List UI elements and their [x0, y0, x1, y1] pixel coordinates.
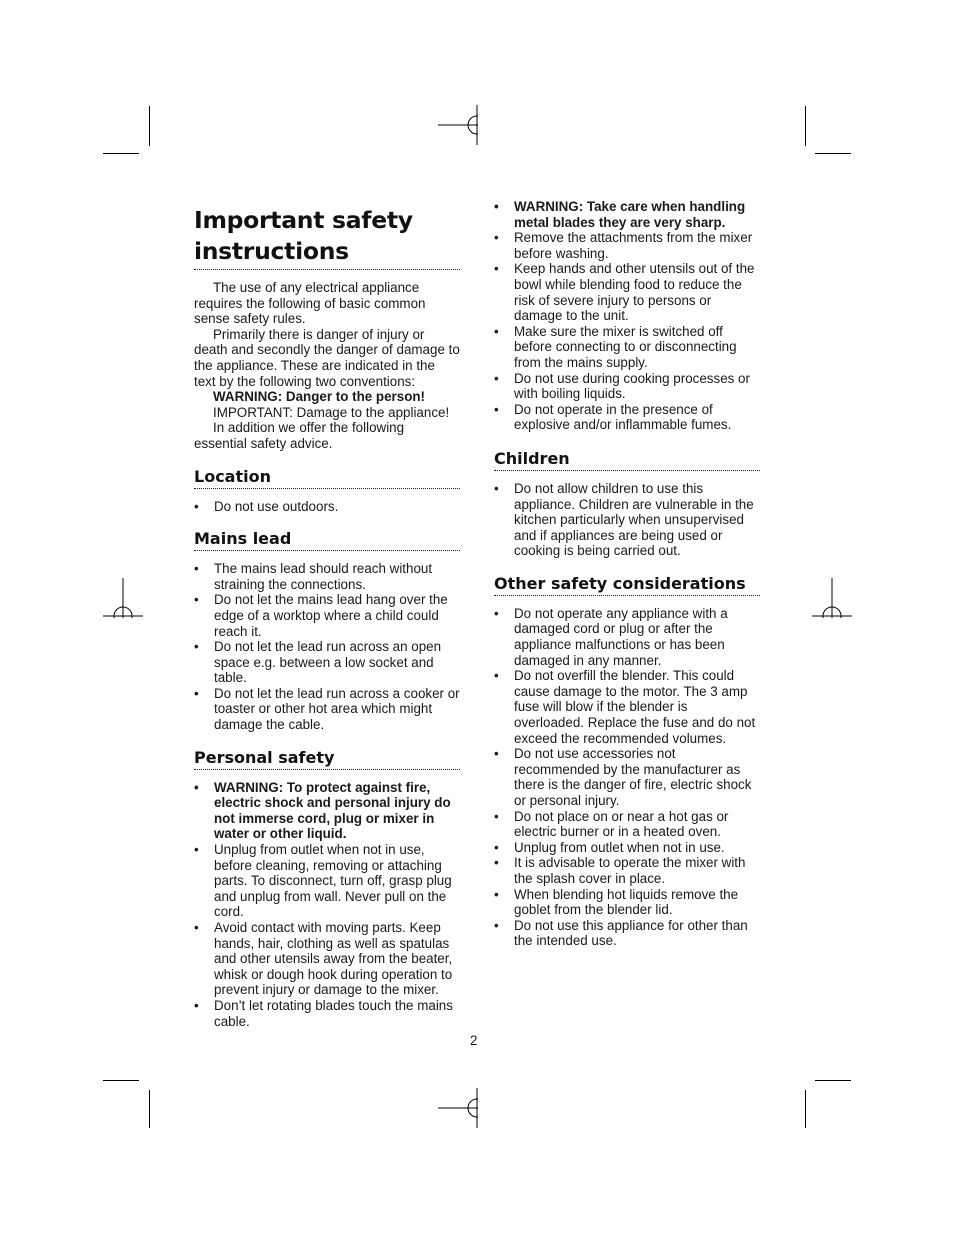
- registration-mark-icon: [812, 578, 852, 618]
- list-item: • Do not use during cooking processes or with boiling liquids.: [494, 371, 760, 402]
- registration-mark-icon: [438, 1088, 478, 1128]
- list-item: • It is advisable to operate the mixer with the splash cover in place.: [494, 855, 760, 886]
- list-item: • Do not operate any appliance with a damaged cord or plug or after the appliance malfunctions or has been damaged in any manner.: [494, 606, 760, 668]
- section-heading-children: Children: [494, 448, 570, 468]
- section-heading-other-safety: Other safety considerations: [494, 573, 746, 593]
- right-column: [494, 199, 760, 949]
- list-item: • Do not allow children to use this appliance. Children are vulnerable in the kitchen particularly when unsupervised and if appliances are being used or cooking is being carried out.: [494, 481, 760, 559]
- page-title: Important safety instructions: [194, 206, 413, 265]
- list-item: • Do not overfill the blender. This could cause damage to the motor. The 3 amp fuse will blow if the blender is overloaded. Replace the fuse and do not exceed the recommended volumes.: [494, 668, 760, 746]
- list-item: • Unplug from outlet when not in use.: [494, 840, 760, 856]
- crop-mark: [103, 1080, 139, 1081]
- personal-safety-list: [194, 780, 460, 1030]
- list-item: • When blending hot liquids remove the goblet from the blender lid.: [494, 887, 760, 918]
- warning-convention: WARNING: Danger to the person!: [213, 389, 426, 405]
- left-column: [194, 205, 460, 1029]
- crop-mark: [805, 1090, 806, 1128]
- intro-paragraph: In addition we offer the following essential safety advice.: [194, 420, 405, 451]
- section-heading-personal-safety: Personal safety: [194, 747, 335, 767]
- warning-list-item: • WARNING: Take care when handling metal blades they are very sharp.: [494, 199, 760, 230]
- list-item: • Do not let the lead run across a cooker or toaster or other hot area which might damage the cable.: [194, 686, 460, 733]
- important-convention: IMPORTANT: Damage to the appliance!: [213, 404, 450, 420]
- list-item: • Keep hands and other utensils out of the bowl while blending food to reduce the risk of severe injury to persons or damage to the unit.: [494, 261, 760, 323]
- list-item: • Make sure the mixer is switched off before connecting to or disconnecting from the mains supply.: [494, 324, 760, 371]
- list-item: • Avoid contact with moving parts. Keep hands, hair, clothing as well as spatulas and other utensils away from the beater, whisk or dough hook during operation to prevent injury or damage to the mixer.: [194, 920, 460, 998]
- crop-mark: [815, 153, 851, 154]
- intro-paragraph: Primarily there is danger of injury or death and secondly the danger of damage to the appliance. These are indicated in the text by the following two conventions:: [194, 326, 460, 389]
- section-heading-mains-lead: Mains lead: [194, 529, 292, 549]
- warning-list-item: • WARNING: To protect against fire, electric shock and personal injury do not immerse cord, plug or mixer in water or other liquid.: [194, 780, 460, 842]
- children-list: [494, 481, 760, 559]
- mains-lead-list: [194, 561, 460, 733]
- list-item: • Remove the attachments from the mixer before washing.: [494, 230, 760, 261]
- list-item: • Do not use outdoors.: [194, 499, 460, 515]
- list-item: • Do not let the mains lead hang over the edge of a worktop where a child could reach it.: [194, 592, 460, 639]
- list-item: • Do not use this appliance for other than the intended use.: [494, 918, 760, 949]
- crop-mark: [149, 106, 150, 146]
- intro-paragraph: The use of any electrical appliance requires the following of basic common sense safety rules.: [194, 280, 426, 327]
- list-item: • Do not place on or near a hot gas or electric burner or in a heated oven.: [494, 809, 760, 840]
- section-heading-location: Location: [194, 466, 271, 486]
- page-number: 2: [470, 1033, 478, 1048]
- location-list: [194, 499, 460, 515]
- list-item: • The mains lead should reach without straining the connections.: [194, 561, 460, 592]
- registration-mark-icon: [438, 105, 478, 145]
- list-item: • Don’t let rotating blades touch the mains cable.: [194, 998, 460, 1029]
- crop-mark: [103, 153, 139, 154]
- general-safety-list: [494, 199, 760, 433]
- list-item: • Unplug from outlet when not in use, before cleaning, removing or attaching parts. To disconnect, turn off, grasp plug and unplug from wall. Never pull on the cord.: [194, 842, 460, 920]
- crop-mark: [149, 1090, 150, 1128]
- list-item: • Do not operate in the presence of explosive and/or inflammable fumes.: [494, 402, 760, 433]
- list-item: • Do not use accessories not recommended by the manufacturer as there is the danger of fire, electric shock or personal injury.: [494, 746, 760, 808]
- other-safety-list: [494, 606, 760, 949]
- crop-mark: [815, 1080, 851, 1081]
- registration-mark-icon: [103, 578, 143, 618]
- list-item: • Do not let the lead run across an open space e.g. between a low socket and table.: [194, 639, 460, 686]
- crop-mark: [805, 106, 806, 146]
